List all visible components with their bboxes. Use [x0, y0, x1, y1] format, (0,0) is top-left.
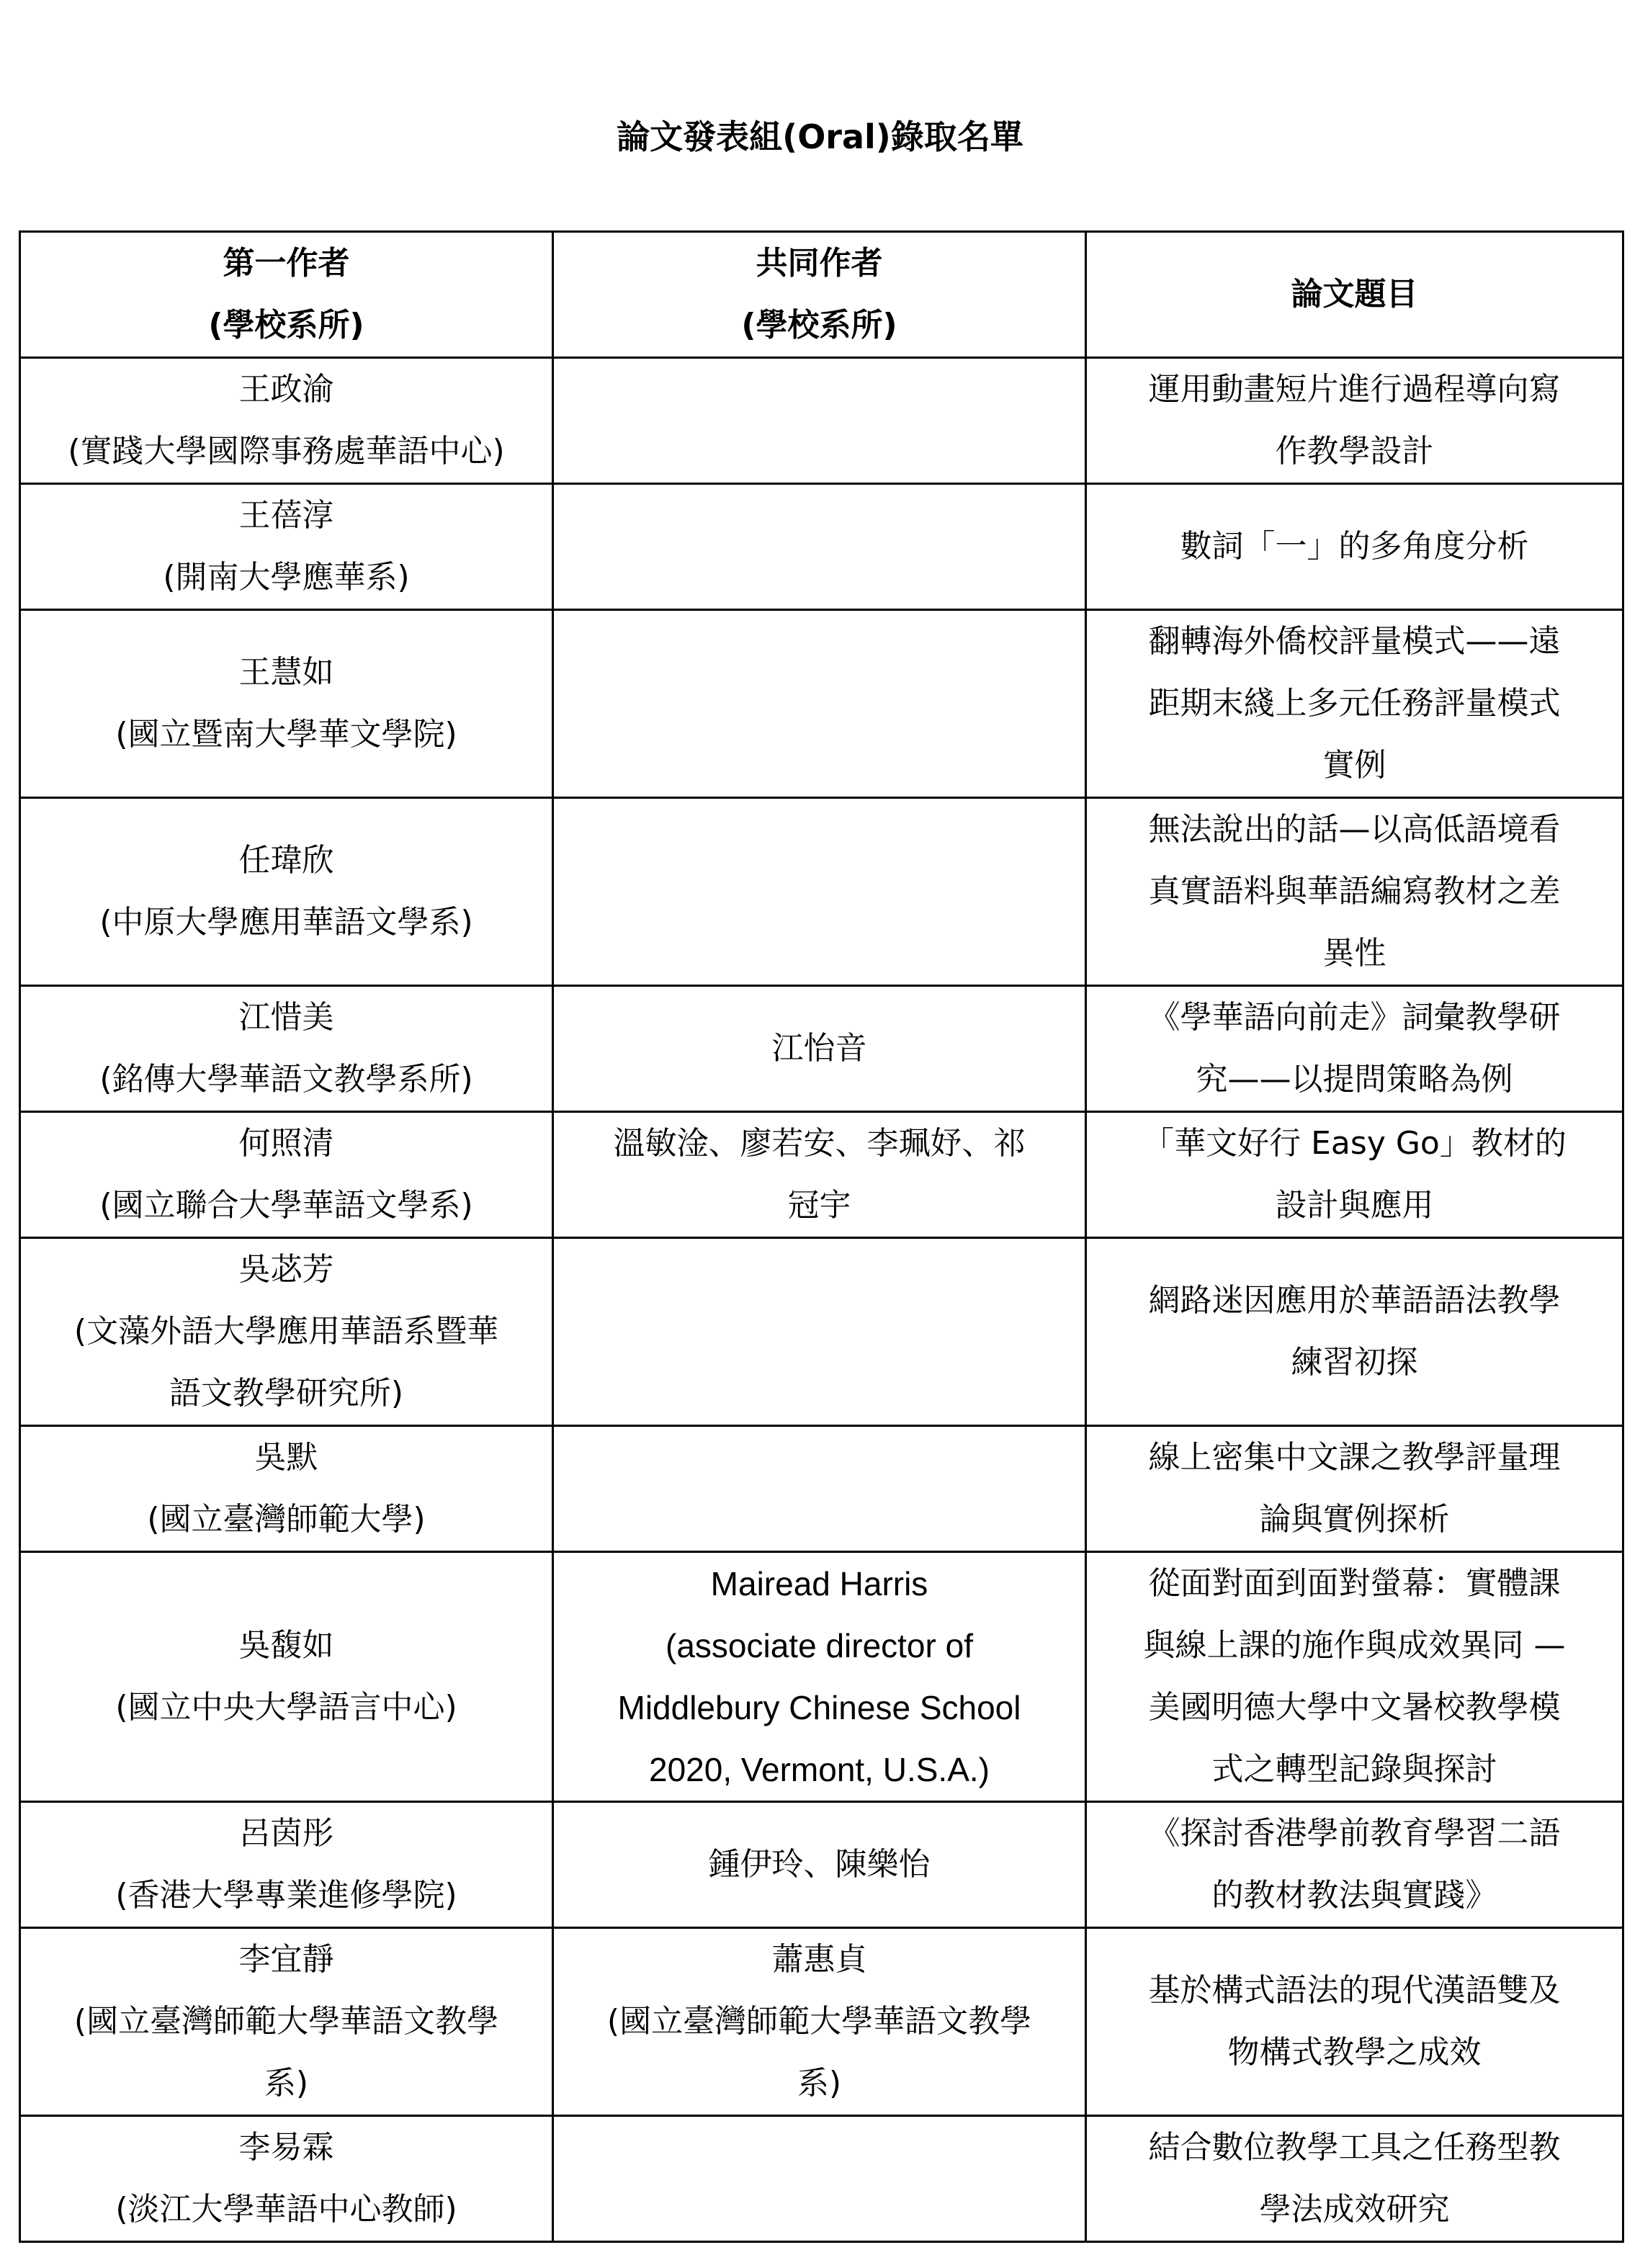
paper-title-cell: 從面對面到面對螢幕：實體課 與線上課的施作與成效異同 — 美國明德大學中文暑校教學模 式之轉型記錄與探討: [1086, 1552, 1623, 1802]
first-author-cell: 王蓓淳 (開南大學應華系): [20, 484, 553, 610]
table-row: [20, 1426, 1623, 1552]
paper-title-cell: 《探討香港學前教育學習二語 的教材教法與實踐》: [1086, 1802, 1623, 1928]
first-author-cell: 呂茵彤 (香港大學專業進修學院): [20, 1802, 553, 1928]
co-authors-cell: [553, 484, 1086, 610]
co-authors-cell: [553, 358, 1086, 484]
first-author-cell: 李易霖 (淡江大學華語中心教師): [20, 2116, 553, 2242]
paper-title-cell: 基於構式語法的現代漢語雙及 物構式教學之成效: [1086, 1928, 1623, 2116]
document-title: 論文發表組(Oral)錄取名單: [617, 117, 1023, 156]
header-first-author: 第一作者 (學校系所): [20, 232, 553, 358]
first-author-cell: 何照清 (國立聯合大學華語文學系): [20, 1112, 553, 1238]
co-authors-cell: 鍾伊玲、陳樂怡: [553, 1802, 1086, 1928]
co-authors-cell: 溫敏淦、廖若安、李珮妤、祁 冠宇: [553, 1112, 1086, 1238]
co-authors-cell: [553, 610, 1086, 798]
co-authors-cell: [553, 2116, 1086, 2242]
co-authors-cell: [553, 798, 1086, 986]
paper-title-cell: 網路迷因應用於華語語法教學 練習初探: [1086, 1238, 1623, 1426]
first-author-cell: 吳默 (國立臺灣師範大學): [20, 1426, 553, 1552]
table-row: [20, 1238, 1623, 1426]
table-row: [20, 798, 1623, 986]
first-author-cell: 江惜美 (銘傳大學華語文教學系所): [20, 986, 553, 1112]
first-author-cell: 李宜靜 (國立臺灣師範大學華語文教學 系): [20, 1928, 553, 2116]
first-author-cell: 王慧如 (國立暨南大學華文學院): [20, 610, 553, 798]
table-row: [20, 1552, 1623, 1802]
co-authors-cell: 江怡音: [553, 986, 1086, 1112]
paper-title-cell: 翻轉海外僑校評量模式——遠 距期末綫上多元任務評量模式 實例: [1086, 610, 1623, 798]
co-authors-cell: [553, 1238, 1086, 1426]
table-row: [20, 610, 1623, 798]
first-author-cell: 吳馥如 (國立中央大學語言中心): [20, 1552, 553, 1802]
first-author-cell: 王政渝 (實踐大學國際事務處華語中心): [20, 358, 553, 484]
paper-title-cell: 數詞「一」的多角度分析: [1086, 484, 1623, 610]
co-authors-cell: [553, 1426, 1086, 1552]
paper-title-cell: 「華文好行 Easy Go」教材的 設計與應用: [1086, 1112, 1623, 1238]
table-row: [20, 484, 1623, 610]
header-co-authors: 共同作者 (學校系所): [553, 232, 1086, 358]
paper-title-cell: 無法說出的話—以高低語境看 真實語料與華語編寫教材之差 異性: [1086, 798, 1623, 986]
table-row: [20, 1928, 1623, 2116]
header-paper-title: 論文題目: [1086, 232, 1623, 358]
paper-title-cell: 運用動畫短片進行過程導向寫 作教學設計: [1086, 358, 1623, 484]
first-author-cell: 任瑋欣 (中原大學應用華語文學系): [20, 798, 553, 986]
table-row: [20, 1112, 1623, 1238]
table-row: [20, 2116, 1623, 2242]
acceptance-table: [19, 230, 1624, 2243]
paper-title-cell: 《學華語向前走》詞彙教學研 究——以提問策略為例: [1086, 986, 1623, 1112]
table-row: [20, 986, 1623, 1112]
co-authors-cell: 蕭惠貞 (國立臺灣師範大學華語文教學 系): [553, 1928, 1086, 2116]
co-authors-cell: Mairead Harris (associate director of Middlebury Chinese School 2020, Vermont, U.S.A.): [553, 1552, 1086, 1802]
table-header-row: [20, 232, 1623, 358]
paper-title-cell: 結合數位教學工具之任務型教 學法成效研究: [1086, 2116, 1623, 2242]
table-row: [20, 1802, 1623, 1928]
paper-title-cell: 線上密集中文課之教學評量理 論與實例探析: [1086, 1426, 1623, 1552]
table-row: [20, 358, 1623, 484]
first-author-cell: 吳苾芳 (文藻外語大學應用華語系暨華 語文教學研究所): [20, 1238, 553, 1426]
